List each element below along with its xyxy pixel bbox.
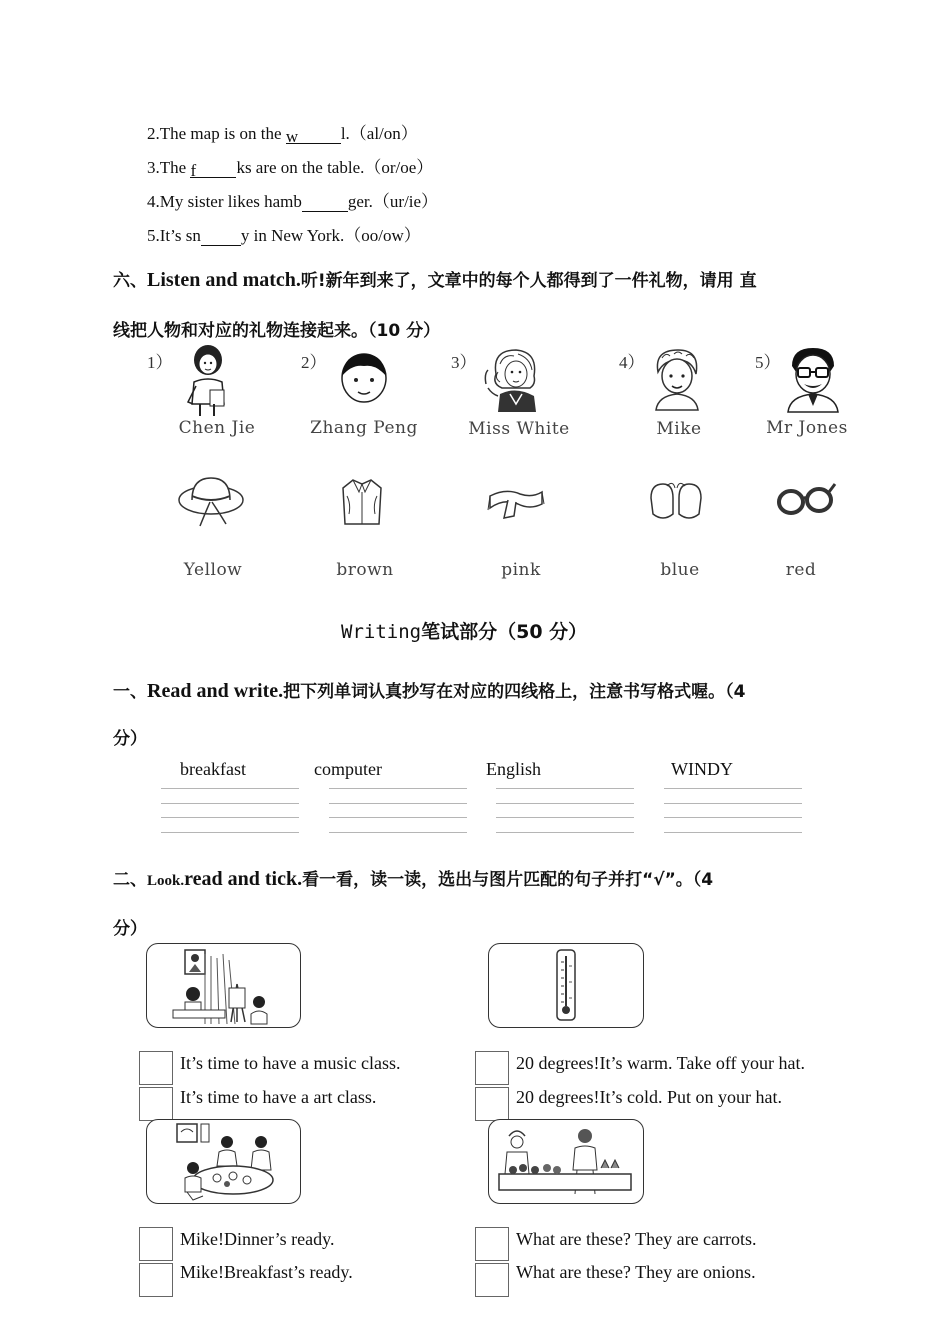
woman-figure-icon xyxy=(478,344,548,414)
fill-text-before: 4.My sister likes hamb xyxy=(147,192,302,211)
tick-checkbox[interactable] xyxy=(139,1227,173,1261)
blank-field[interactable] xyxy=(286,127,341,144)
mike-figure-icon xyxy=(648,346,706,412)
writing-header-score: （50 分） xyxy=(497,621,588,643)
blank-field[interactable] xyxy=(201,229,241,246)
section-prefix: 二、 xyxy=(113,870,147,890)
fill-blank-item-2 xyxy=(147,119,418,144)
section-title-cn: 听!新年到来了，文章中的每个人都得到了一件礼物，请用 直 xyxy=(300,271,757,291)
fill-text-before: 2.The map is on the xyxy=(147,124,286,143)
person-number: 3） xyxy=(451,353,477,372)
dinner-picture xyxy=(146,1119,301,1204)
part1-line2: 分） xyxy=(113,729,147,749)
shirt-icon xyxy=(339,474,385,530)
writing-section-header xyxy=(341,617,587,644)
person-number: 2） xyxy=(301,353,327,372)
person-number: 1） xyxy=(147,353,173,372)
fill-text-after: ks are on the table.（or/oe） xyxy=(236,158,434,177)
gift-color-label: pink xyxy=(501,560,541,580)
four-line-grid[interactable] xyxy=(329,788,467,832)
copy-word: WINDY xyxy=(671,759,733,779)
part1-title xyxy=(113,677,745,703)
fill-text-before: 3.The xyxy=(147,158,191,177)
person-name: Miss White xyxy=(468,419,570,439)
part2-title xyxy=(113,865,713,891)
four-line-grid[interactable] xyxy=(664,788,802,832)
section-prefix: 一、 xyxy=(113,682,147,702)
copy-word: English xyxy=(486,759,542,779)
option-sentence: 20 degrees!It’s warm. Take off your hat. xyxy=(516,1053,805,1073)
person-name: Zhang Peng xyxy=(310,418,418,438)
writing-header-cn: 笔试部分 xyxy=(421,621,498,643)
thermometer-icon xyxy=(489,944,642,1026)
fill-text-after: ger.（ur/ie） xyxy=(347,192,439,211)
tick-checkbox[interactable] xyxy=(475,1227,509,1261)
girl-figure-icon xyxy=(180,342,240,417)
option-sentence: What are these? They are carrots. xyxy=(516,1229,757,1249)
option-sentence: Mike!Dinner’s ready. xyxy=(180,1229,335,1249)
section-title-cn: 把下列单词认真抄写在对应的四线格上，注意书写格式喔。（4 xyxy=(283,682,746,702)
blank-letter: w xyxy=(285,127,299,146)
gift-color-label: Yellow xyxy=(183,560,243,580)
option-sentence: Mike!Breakfast’s ready. xyxy=(180,1262,353,1282)
fill-text-before: 5.It’s sn xyxy=(147,226,201,245)
person-name: Mike xyxy=(656,419,702,439)
scarf-icon xyxy=(486,482,546,522)
boy-face-icon xyxy=(336,350,392,408)
option-sentence: It’s time to have a art class. xyxy=(180,1087,377,1107)
market-scene-icon xyxy=(489,1120,642,1202)
section-title-en-small: Look. xyxy=(147,873,185,889)
hat-icon xyxy=(176,472,246,530)
art-class-picture xyxy=(146,943,301,1028)
section-title-en: read and tick. xyxy=(184,868,303,890)
tick-checkbox[interactable] xyxy=(475,1051,509,1085)
option-sentence: 20 degrees!It’s cold. Put on your hat. xyxy=(516,1087,782,1107)
copy-word: breakfast xyxy=(180,759,246,779)
person-name: Mr Jones xyxy=(766,418,848,438)
gift-color-label: blue xyxy=(660,560,700,580)
thermometer-picture xyxy=(488,943,644,1028)
writing-header-en: Writing xyxy=(341,621,422,643)
person-number: 5） xyxy=(755,353,781,372)
section-title-en: Listen and match. xyxy=(147,269,301,291)
section-title-cn: 看一看，读一读，选出与图片匹配的句子并打“√”。（4 xyxy=(302,870,714,890)
section-title-en: Read and write. xyxy=(147,680,284,702)
glasses-icon xyxy=(775,480,837,518)
blank-field[interactable] xyxy=(190,161,236,178)
option-sentence: It’s time to have a music class. xyxy=(180,1053,401,1073)
person-name: Chen Jie xyxy=(178,418,256,438)
art-class-scene-icon xyxy=(147,944,299,1026)
market-picture xyxy=(488,1119,644,1204)
part2-line2: 分） xyxy=(113,919,147,939)
section-prefix: 六、 xyxy=(113,271,147,291)
fill-text-after: y in New York.（oo/ow） xyxy=(240,226,421,245)
four-line-grid[interactable] xyxy=(496,788,634,832)
four-line-grid[interactable] xyxy=(161,788,299,832)
blank-letter: f xyxy=(190,161,197,180)
dinner-scene-icon xyxy=(147,1120,299,1202)
tick-checkbox[interactable] xyxy=(475,1263,509,1297)
person-number: 4） xyxy=(619,353,645,372)
mr-jones-figure-icon xyxy=(782,344,844,414)
option-sentence: What are these? They are onions. xyxy=(516,1262,756,1282)
gift-color-label: brown xyxy=(336,560,394,580)
gift-color-label: red xyxy=(785,560,817,580)
gloves-icon xyxy=(645,478,707,524)
people-row xyxy=(0,340,950,440)
tick-checkbox[interactable] xyxy=(139,1263,173,1297)
section6-line2: 线把人物和对应的礼物连接起来。（10 分） xyxy=(113,321,441,341)
fill-text-after: l.（al/on） xyxy=(340,124,418,143)
gifts-row xyxy=(0,468,950,588)
fill-blank-item-3 xyxy=(147,153,433,178)
blank-field[interactable] xyxy=(302,195,348,212)
tick-checkbox[interactable] xyxy=(139,1051,173,1085)
fill-blank-item-5 xyxy=(147,221,421,246)
tick-checkbox[interactable] xyxy=(475,1087,509,1121)
fill-blank-item-4 xyxy=(147,187,438,212)
section6-title xyxy=(113,266,757,292)
tick-checkbox[interactable] xyxy=(139,1087,173,1121)
copy-word: computer xyxy=(314,759,382,779)
